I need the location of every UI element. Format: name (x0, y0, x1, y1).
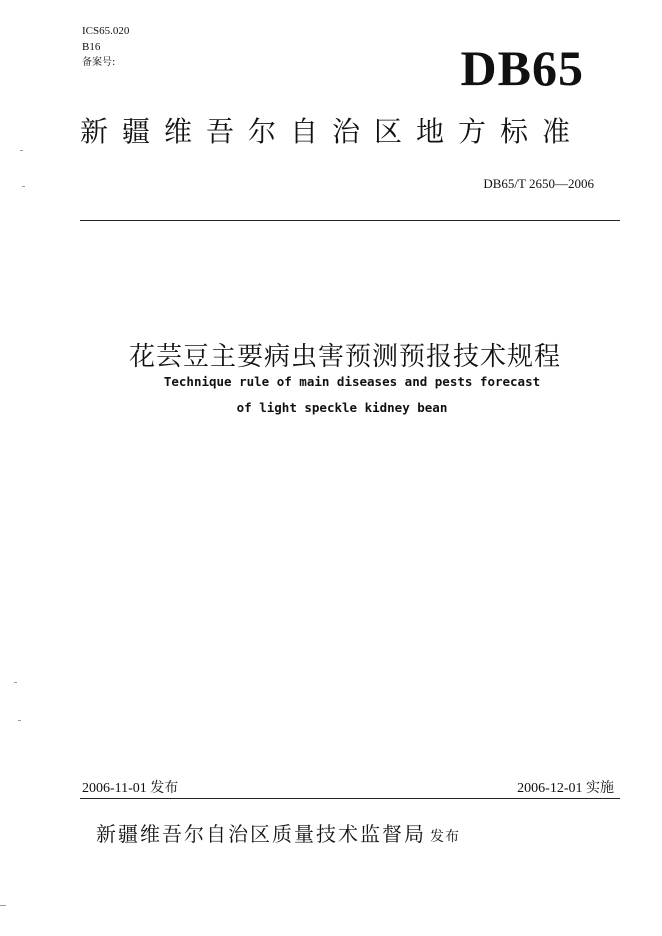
scan-speck (0, 905, 6, 906)
document-title-english-line1: Technique rule of main diseases and pests forecast (163, 374, 541, 389)
top-divider (80, 220, 620, 221)
standard-code: DB65 (460, 40, 584, 96)
record-number-label: 备案号: (82, 57, 116, 68)
classification-code: B16 (82, 41, 101, 53)
issuing-department (96, 818, 460, 847)
bottom-divider (80, 798, 620, 799)
implementation-date: 2006-12-01 实施 (517, 781, 614, 796)
scan-speck (14, 682, 17, 683)
standard-number: DB65/T 2650—2006 (483, 176, 594, 191)
issuing-suffix: 发布 (430, 829, 460, 845)
issuing-department-name: 新疆维吾尔自治区质量技术监督局 (96, 822, 426, 846)
issue-date: 2006-11-01 发布 (82, 781, 179, 796)
scan-speck (20, 150, 23, 151)
ics-code: ICS65.020 (82, 25, 130, 37)
document-title-chinese: 花芸豆主要病虫害预测预报技术规程 (128, 342, 561, 372)
scan-speck (22, 186, 25, 187)
document-title-english-line2: of light speckle kidney bean (236, 400, 448, 415)
scan-speck (18, 720, 21, 721)
standard-title: 新疆维吾尔自治区地方标准 (80, 115, 585, 148)
